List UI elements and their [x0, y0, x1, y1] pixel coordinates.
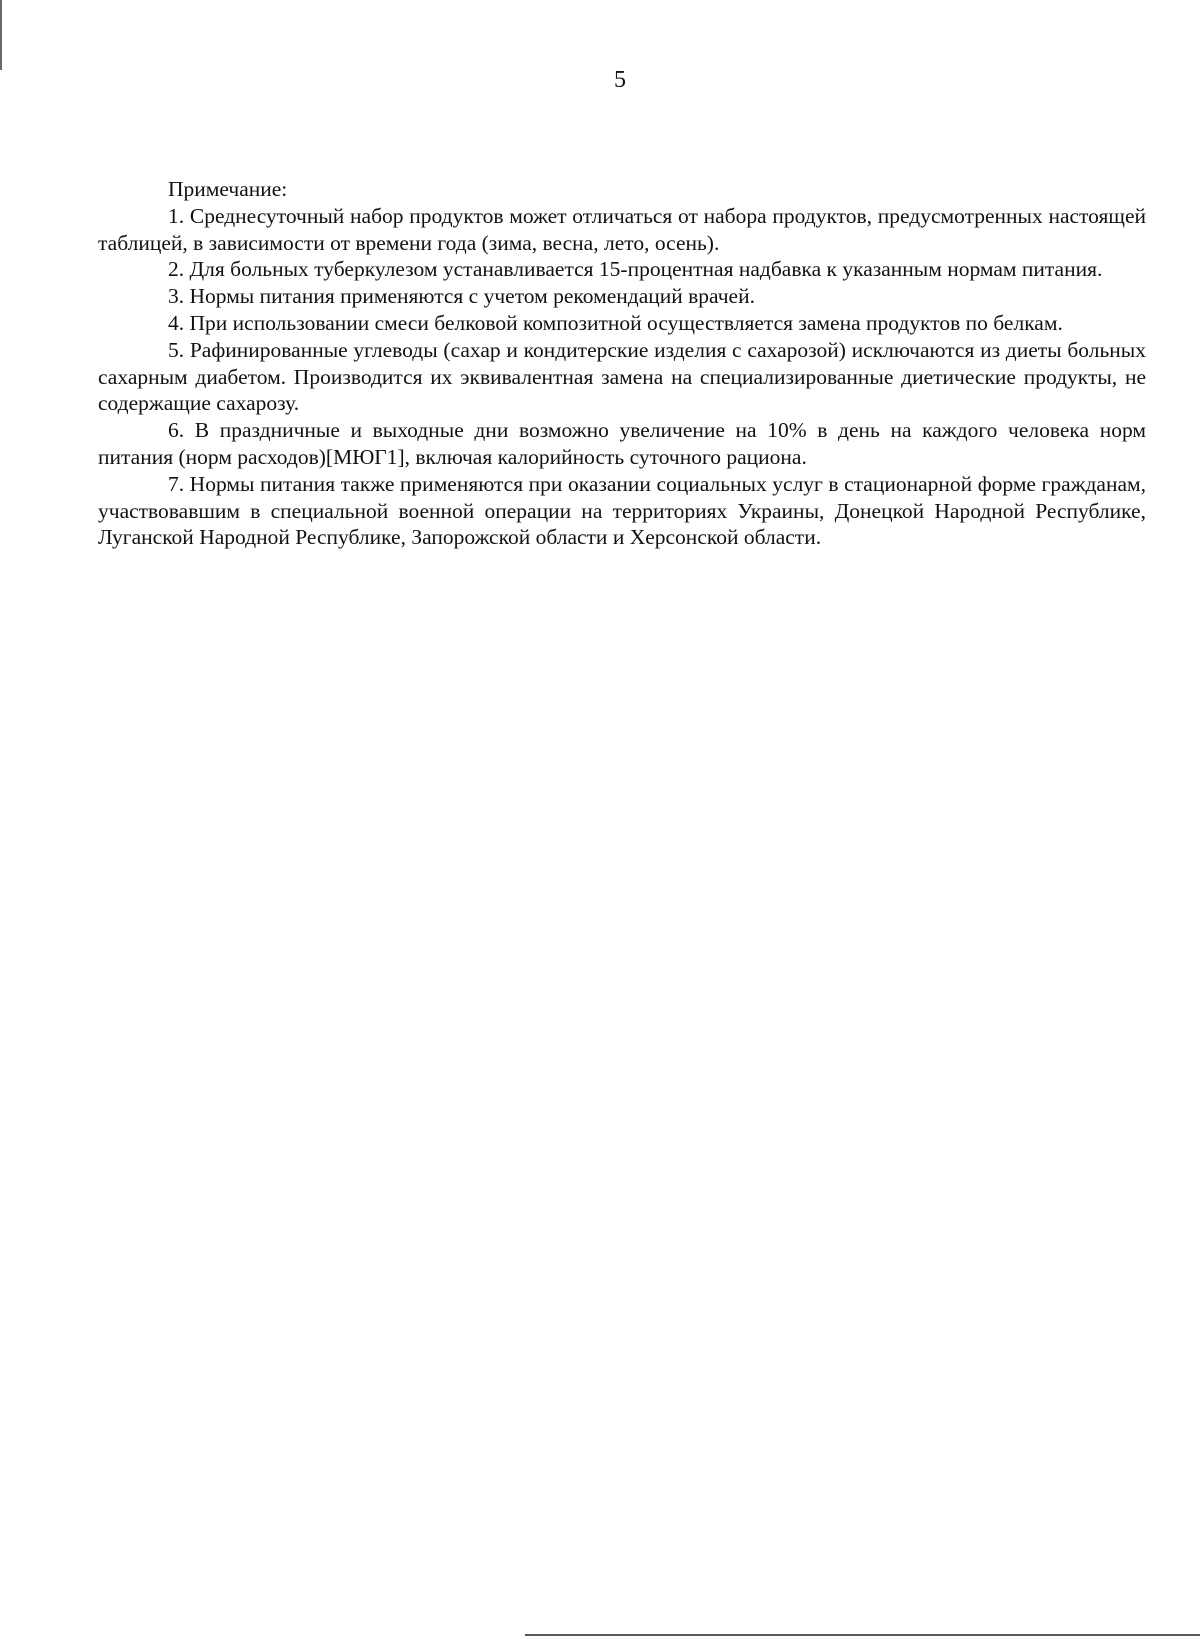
note-item-6: 6. В праздничные и выходные дни возможно увеличение на 10% в день на каждого человека норм питания (норм расходов)[МЮГ1], включая калорийность суточного рациона.: [98, 418, 1146, 469]
scan-edge-mark: [0, 0, 2, 70]
note-item-5: 5. Рафинированные углеводы (сахар и кондитерские изделия с сахарозой) исключаются из диеты больных сахарным диабетом. Производится их эквивалентная замена на специализированные диетические продукты, не содержащие сахарозу.: [98, 337, 1146, 416]
note-item-2: 2. Для больных туберкулезом устанавливается 15-процентная надбавка к указанным нормам питания.: [168, 257, 1103, 282]
note-item-1: 1. Среднесуточный набор продуктов может отличаться от набора продуктов, предусмотренных настоящей таблицей, в зависимости от времени года (зима, весна, лето, осень).: [98, 203, 1146, 255]
scan-bottom-line: [525, 1634, 1200, 1636]
page-number: 5: [614, 67, 626, 93]
notes-section: [98, 176, 1146, 551]
note-item-3: 3. Нормы питания применяются с учетом рекомендаций врачей.: [168, 284, 755, 309]
note-item-4: 4. При использовании смеси белковой композитной осуществляется замена продуктов по белкам.: [168, 310, 1063, 335]
note-item-7: 7. Нормы питания также применяются при оказании социальных услуг в стационарной форме гражданам, участвовавшим в специальной военной операции на территориях Украины, Донецкой Народной Республике, Луганской Народной Республике, Запорожской области и Херсонской области.: [98, 471, 1146, 550]
notes-heading: Примечание:: [168, 177, 288, 201]
